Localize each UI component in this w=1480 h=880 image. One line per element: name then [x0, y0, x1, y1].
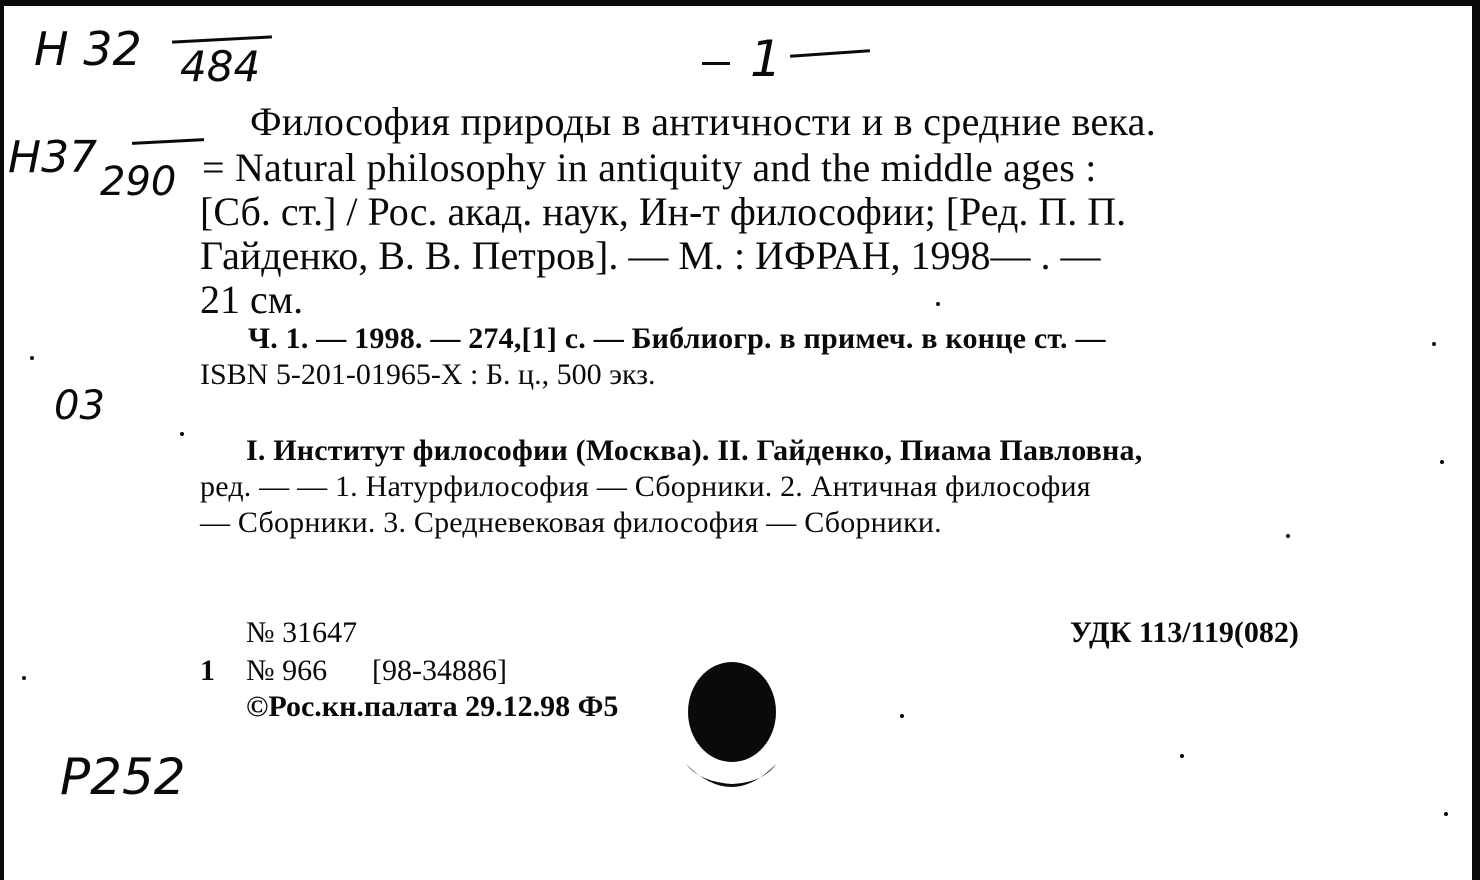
internal-number: № 966	[246, 654, 328, 687]
entry-size-line: 21 см.	[200, 277, 304, 322]
part-line-1: Ч. 1. — 1998. — 274,[1] с. — Библиогр. в примеч. в конце ст. —	[248, 322, 1106, 355]
udc-code: УДК 113/119(082)	[1070, 616, 1299, 649]
scan-speck	[180, 432, 184, 436]
tracings-line-2: ред. — — 1. Натурфилософия — Сборники. 2. Античная философия	[200, 470, 1091, 503]
record-number: № 31647	[246, 616, 358, 649]
handwritten-shelfmark-top-number: 484	[180, 42, 261, 91]
part-line-2: ISBN 5-201-01965-X : Б. ц., 500 экз.	[200, 358, 656, 391]
entry-editors-line: Гайденко, В. В. Петров]. — М. : ИФРАН, 1998— . —	[200, 233, 1101, 278]
scan-edge-right	[1472, 0, 1480, 880]
entry-parallel-title-line: = Natural philosophy in antiquity and the middle ages :	[202, 145, 1097, 190]
scan-speck	[22, 676, 26, 680]
scan-speck	[1180, 754, 1184, 758]
page-mark-dash-right	[790, 49, 870, 58]
handwritten-side-note: 03	[54, 383, 105, 429]
bracket-number: [98-34886]	[372, 654, 507, 687]
copy-count: 1	[200, 654, 215, 687]
scan-edge-left	[0, 0, 4, 880]
page-mark-dash-left	[702, 62, 730, 65]
scan-speck	[1444, 812, 1448, 816]
entry-title-line: Философия природы в античности и в средние века.	[250, 99, 1157, 144]
scan-edge-top	[0, 0, 1480, 6]
scan-speck	[1440, 460, 1444, 464]
handwritten-shelfmark-top: Н 32	[34, 22, 142, 76]
entry-responsibility-line: [Сб. ст.] / Рос. акад. наук, Ин-т философии; [Ред. П. П.	[200, 189, 1127, 234]
scan-speck	[1286, 534, 1290, 538]
handwritten-page-mark: 1	[750, 30, 782, 88]
ink-blot-stamp	[672, 660, 792, 804]
scan-speck	[30, 356, 34, 360]
scan-speck	[900, 714, 904, 718]
tracings-line-1: I. Институт философии (Москва). II. Гайденко, Пиама Павловна,	[246, 434, 1143, 467]
handwritten-fraction-bar-second	[132, 138, 204, 145]
handwritten-shelfmark-second: Н37	[8, 132, 98, 183]
handwritten-bottom-mark: Р252	[60, 748, 186, 806]
handwritten-shelfmark-second-number: 290	[100, 159, 177, 205]
scan-speck	[936, 302, 940, 306]
tracings-line-3: — Сборники. 3. Средневековая философия — Сборники.	[200, 506, 942, 539]
book-chamber-stamp-line: ©Рос.кн.палата 29.12.98 Ф5	[246, 690, 619, 723]
scan-speck	[1432, 342, 1436, 346]
